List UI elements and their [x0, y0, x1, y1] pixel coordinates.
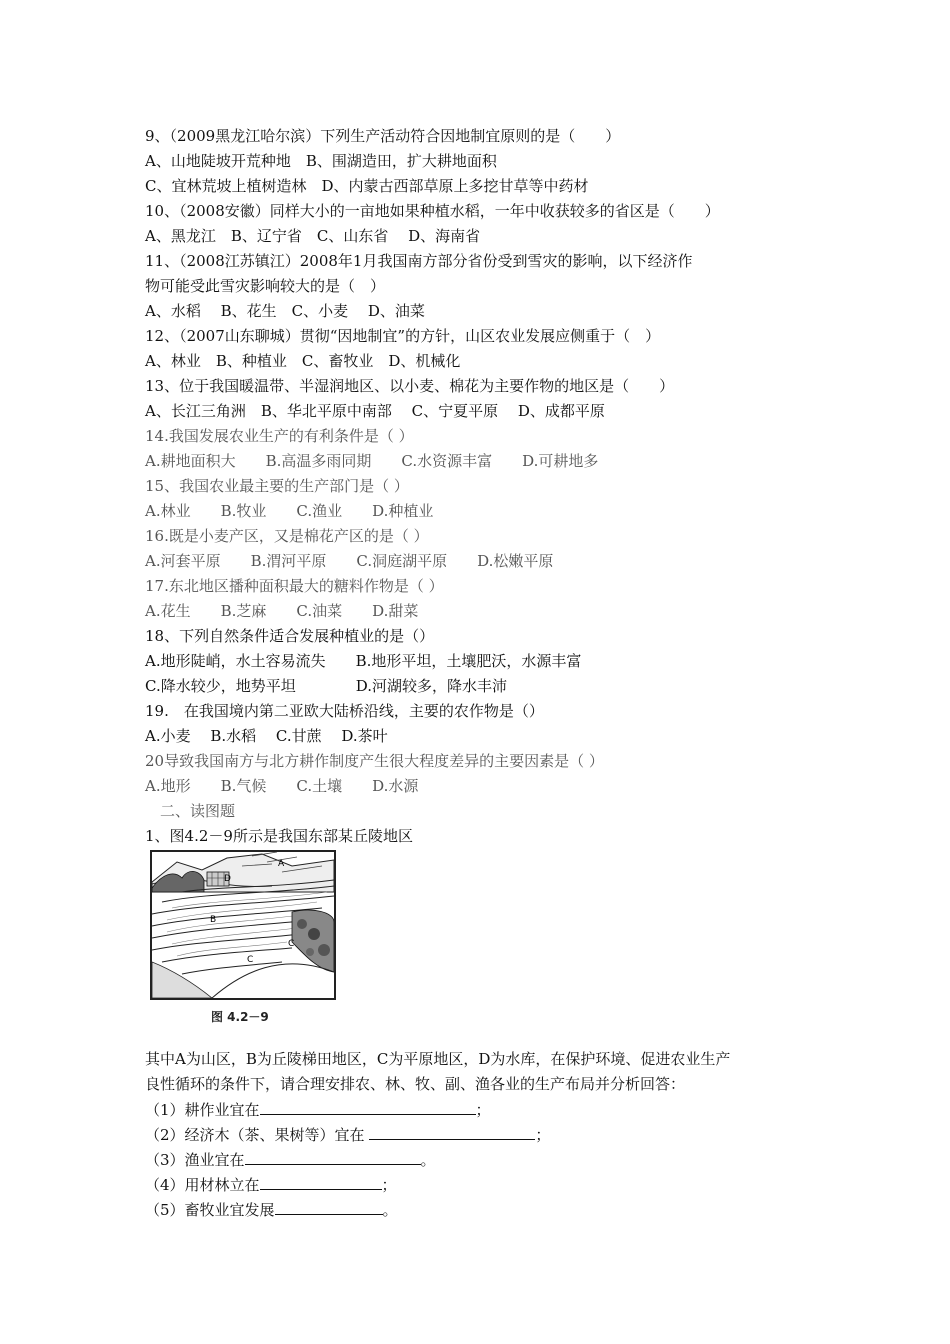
answer-3-label: （3）渔业宜在: [145, 1151, 245, 1169]
question-19-options: A.小麦 B.水稻 C.甘蔗 D.茶叶: [145, 727, 388, 745]
question-15: 15、我国农业最主要的生产部门是（ ）: [145, 477, 409, 495]
answer-2-label: （2）经济木（茶、果树等）宜在: [145, 1126, 370, 1144]
label-b: B: [210, 915, 217, 925]
figure-question: 1、图4.2－9所示是我国东部某丘陵地区: [145, 827, 413, 845]
answer-4-label: （4）用材林立在: [145, 1176, 260, 1194]
label-a: A: [278, 859, 285, 869]
answer-2-blank[interactable]: [369, 1124, 535, 1140]
question-9: 9、（2009黑龙江哈尔滨）下列生产活动符合因地制宜原则的是（ ）: [145, 127, 621, 145]
question-15-options: A.林业 B.牧业 C.渔业 D.种植业: [145, 502, 434, 520]
terrace-landscape-figure: [150, 850, 336, 1000]
label-d: D: [224, 874, 231, 884]
answer-5-end: 。: [382, 1201, 398, 1219]
answer-2: [145, 1124, 550, 1145]
question-16: 16.既是小麦产区，又是棉花产区的是（ ）: [145, 527, 429, 545]
question-16-options: A.河套平原 B.渭河平原 C.洞庭湖平原 D.松嫩平原: [145, 552, 554, 570]
question-11-line1: 11、（2008江苏镇江）2008年1月我国南方部分省份受到雪灾的影响，以下经济作: [145, 252, 693, 270]
section-heading: 二、读图题: [145, 802, 236, 820]
answer-1-blank[interactable]: [260, 1099, 476, 1115]
question-12-options: A、林业 B、种植业 C、畜牧业 D、机械化: [145, 352, 461, 370]
question-10-options: A、黑龙江 B、辽宁省 C、山东省 D、海南省: [145, 227, 481, 245]
question-11-line2: 物可能受此雪灾影响较大的是（ ）: [145, 277, 386, 295]
answer-5-blank[interactable]: [275, 1199, 383, 1215]
question-13: 13、位于我国暖温带、半湿润地区、以小麦、棉花为主要作物的地区是（ ）: [145, 377, 675, 395]
answer-3: [145, 1149, 436, 1170]
answer-1-label: （1）耕作业宜在: [145, 1101, 260, 1119]
question-18: 18、下列自然条件适合发展种植业的是（）: [145, 627, 435, 645]
answer-5: [145, 1199, 398, 1220]
question-13-options: A、长江三角洲 B、华北平原中南部 C、宁夏平原 D、成都平原: [145, 402, 605, 420]
description-line1: 其中A为山区，B为丘陵梯田地区，C为平原地区，D为水库，在保护环境、促进农业生产: [145, 1050, 731, 1068]
answer-4: [145, 1174, 397, 1195]
question-14-options: A.耕地面积大 B.高温多雨同期 C.水资源丰富 D.可耕地多: [145, 452, 599, 470]
label-c-lower: C: [247, 955, 254, 965]
answer-3-end: 。: [420, 1151, 436, 1169]
question-9-options-cd: C、宜林荒坡上植树造林 D、内蒙古西部草原上多挖甘草等中药材: [145, 177, 589, 195]
question-17-options: A.花生 B.芝麻 C.油菜 D.甜菜: [145, 602, 419, 620]
question-20-options: A.地形 B.气候 C.土壤 D.水源: [145, 777, 419, 795]
answer-1-end: ；: [475, 1101, 491, 1119]
label-c-right: C: [288, 939, 295, 949]
answer-2-end: ；: [535, 1126, 551, 1144]
question-20: 20导致我国南方与北方耕作制度产生很大程度差异的主要因素是（ ）: [145, 752, 604, 770]
question-18-options-cd: C.降水较少，地势平坦 D.河湖较多，降水丰沛: [145, 677, 507, 695]
question-9-options-ab: A、山地陡坡开荒种地 B、围湖造田，扩大耕地面积: [145, 152, 497, 170]
question-10: 10、（2008安徽）同样大小的一亩地如果种植水稻，一年中收获较多的省区是（ ）: [145, 202, 720, 220]
answer-4-blank[interactable]: [260, 1174, 382, 1190]
answer-3-blank[interactable]: [245, 1149, 421, 1165]
description-line2: 良性循环的条件下，请合理安排农、林、牧、副、渔各业的生产布局并分析回答：: [145, 1075, 686, 1093]
figure-caption: 图 4.2－9: [211, 1010, 269, 1024]
answer-5-label: （5）畜牧业宜发展: [145, 1201, 275, 1219]
terrace-landscape-drawing: [152, 852, 334, 998]
question-19: 19. 在我国境内第二亚欧大陆桥沿线，主要的农作物是（）: [145, 702, 544, 720]
question-14: 14.我国发展农业生产的有利条件是（ ）: [145, 427, 414, 445]
answer-4-end: ；: [381, 1176, 397, 1194]
question-18-options-ab: A.地形陡峭，水土容易流失 B.地形平坦，土壤肥沃，水源丰富: [145, 652, 582, 670]
question-12: 12、（2007山东聊城）贯彻“因地制宜”的方针，山区农业发展应侧重于（ ）: [145, 327, 661, 345]
question-17: 17.东北地区播种面积最大的糖料作物是（ ）: [145, 577, 444, 595]
answer-1: [145, 1099, 491, 1120]
question-11-options: A、水稻 B、花生 C、小麦 D、油菜: [145, 302, 425, 320]
